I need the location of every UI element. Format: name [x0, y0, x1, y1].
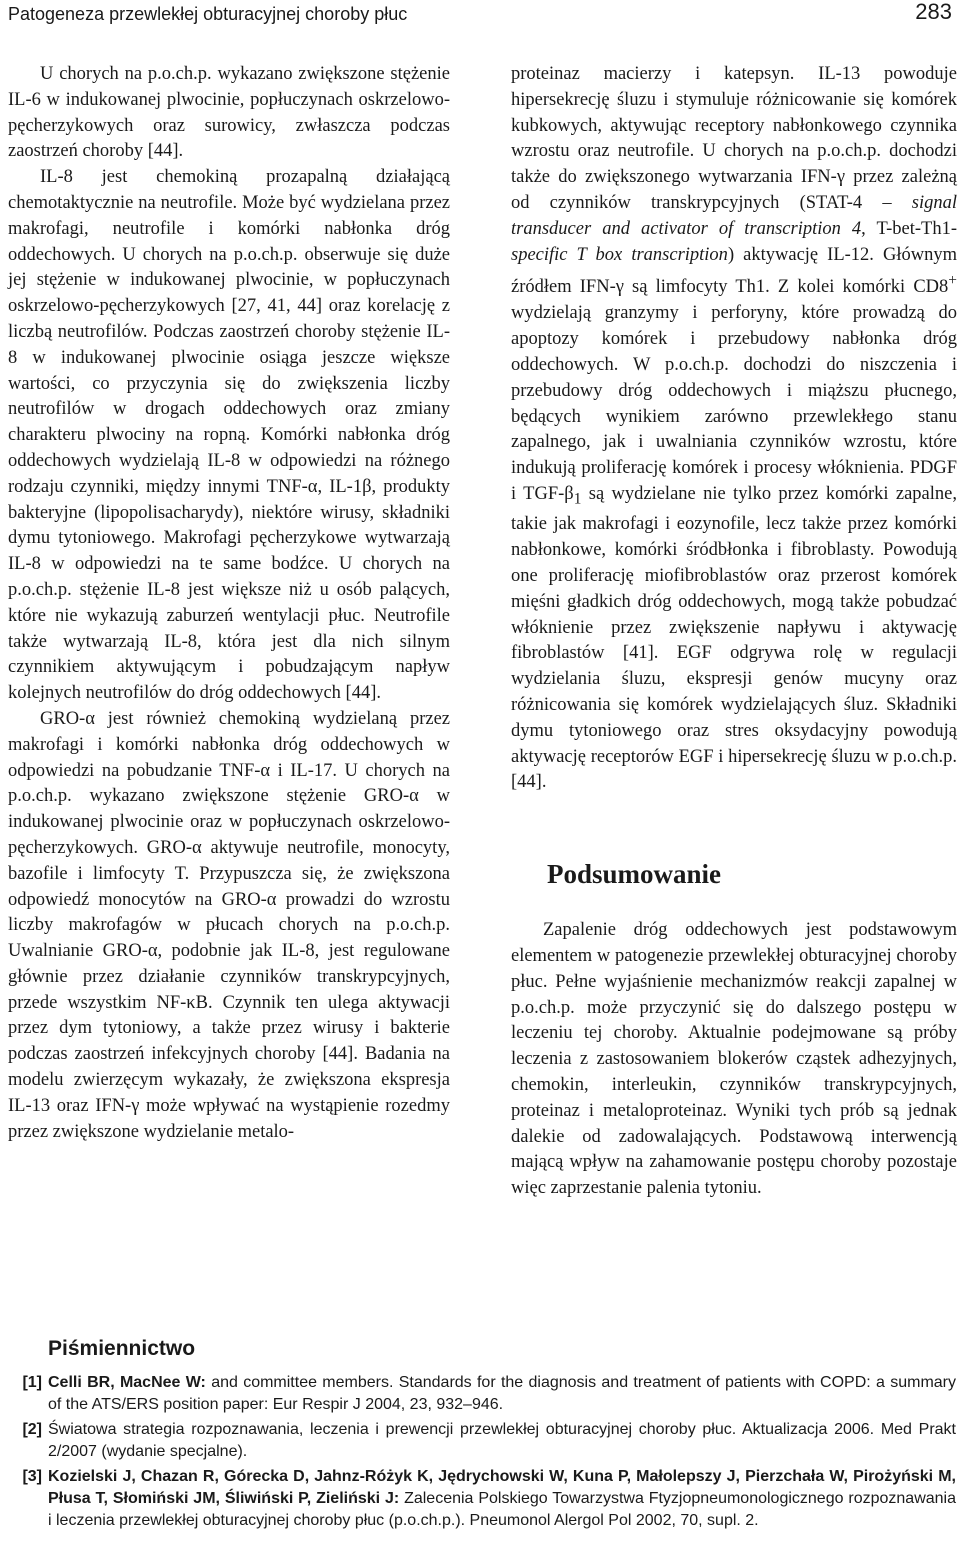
cd8-superscript: +	[948, 272, 957, 290]
reference-number: [3]	[22, 1468, 42, 1485]
reference-body: Światowa strategia rozpoznawania, leczenia i prewencji przewlekłej obturacyjnej choroby płuc. Aktualizacja 2006. Med Prakt 2/2007 (wydanie specjalne).	[48, 1421, 956, 1460]
left-column	[8, 62, 450, 1145]
tgf-subscript: 1	[573, 490, 582, 508]
text-run: , T-bet-Th1-	[861, 218, 957, 239]
reference-item	[8, 1372, 956, 1416]
paragraph-il8: IL-8 jest chemokiną prozapalną działającą chemotaktycznie na neutrofile. Może być wydzielana przez makrofagi, neutrofile i komórki nabłonka dróg oddechowych. U chorych na p.o.ch.p. obserwuje się duże jej stężenie w indukowanej plwocinie, w popłuczynach oskrzelowo-pęcherzykowych [27, 41, 44] oraz korelację z liczbą neutrofilów. Podczas zaostrzeń choroby stężenie IL-8 w indukowanej plwocinie osiąga jeszcze większe wartości, co przyczynia się do zwiększenia liczby neutrofilów w drogach oddechowych oraz zmiany charakteru plwociny na ropną. Komórki nabłonka dróg oddechowych wydzielają IL-8 w odpowiedzi na różnego rodzaju czynniki, między innymi TNF-α, IL-1β, produkty bakteryjne (lipopolisacharydy), niektóre wirusy, składniki dymu tytoniowego. Makrofagi pęcherzykowe wytwarzają IL-8 w odpowiedzi na te same bodźce. U chorych na p.o.ch.p. stężenie IL-8 jest większe niż u osób palących, które nie wykazują zaburzeń wentylacji płuc. Neutrofile także wytwarzają IL-8, która jest dla nich silnym czynnikiem aktywującym i pobudzającym napływ kolejnych neutrofilów do dróg oddechowych [44].	[8, 167, 450, 704]
paragraph-gro-alpha: GRO-α jest również chemokiną wydzielaną przez makrofagi i komórki nabłonka dróg oddechowych w odpowiedzi na pobudzanie TNF-α i IL-17. U chorych na p.o.ch.p. wykazano zwiększone stężenie GRO-α w indukowanej plwocinie oraz w popłuczynach oskrzelowo-pęcherzykowych. GRO-α aktywuje neutrofile, monocyty, bazofile i limfocyty T. Przypuszcza się, że zwiększona odpowiedź monocytów na GRO-α prowadzi do wzrostu liczby makrofagów w płucach chorych na p.o.ch.p. Uwalnianie GRO-α, podobnie jak IL-8, jest regulowane głównie przez działanie czynników transkrypcyjnych, przede wszystkim NF-κB. Czynnik ten ulega aktywacji przez dym tytoniowy, a także przez wirusy i bakterie podczas zaostrzeń infekcyjnych choroby [44]. Badania na modelu zwierzęcym wykazały, że zwiększona ekspresja IL-13 oraz IFN-γ może wpływać na wystąpienie rozedmy przez zwiększone wydzielanie metalo-	[8, 708, 450, 1142]
reference-item	[8, 1466, 956, 1532]
text-run: są wydzielane nie tylko przez komórki zapalne, takie jak makrofagi i eozynofile, lecz także przez komórki nabłonkowe, komórki śródbłonka i fibroblasty. Powodują one proliferację miofibroblastów oraz przerost komórek mięśni gładkich dróg oddechowych, mogą także pobudzać włóknienie przez zwiększenie napływu i aktywację fibroblastów [41]. EGF odgrywa rolę w regulacji wydzielania śluzu, ekspresji genów mucyny oraz różnicowania się komórek wydzielających śluz. Składniki dymu tytoniowego oraz stres oksydacyjny powodują aktywację receptorów EGF i hipersekrecję śluzu w p.o.ch.p. [44].	[511, 483, 957, 793]
summary-paragraph: Zapalenie dróg oddechowych jest podstawowym elementem w patogenezie przewlekłej obturacyjnej choroby płuc. Pełne wyjaśnienie mechanizmów reakcji zapalnej w p.o.ch.p. może przyczynić się do dalszego postępu w leczeniu tej choroby. Aktualnie podejmowane są próby leczenia z zastosowaniem blokerów cząstek adhezyjnych, chemokin, interleukin, czynników transkrypcyjnych, proteinaz i metaloproteinaz. Wyniki tych prób są jednak dalekie od zadowalających. Podstawową interwencją mającą wpływ na zahamowanie postępu choroby pozostaje więc zaprzestanie palenia tytoniu.	[511, 920, 957, 1199]
running-head	[8, 0, 952, 36]
text-run: ) aktywację IL-12. Głównym źródłem IFN-γ są limfocyty Th1. Z kolei komórki CD8	[511, 244, 957, 298]
text-run: proteinaz macierzy i katepsyn. IL-13 powoduje hipersekrecję śluzu i stymuluje różnicowanie się komórek kubkowych, aktywując receptory nabłonkowego czynnika wzrostu oraz neutrofile. U chorych na p.o.ch.p. dochodzi także do zwiększonego wytwarzania IFN-γ przez zależną od czynników transkrypcyjnych (STAT-4 –	[511, 64, 957, 213]
tbet-expansion: specific T box transcription	[511, 244, 728, 265]
paragraph-continuation	[511, 62, 957, 796]
reference-body: Zalecenia Polskiego Towarzystwa Ftyzjopneumonologicznego rozpoznawania i leczenia przewlekłej obturacyjnej choroby płuc (p.o.ch.p.). Pneumonol Alergol Pol 2002, 70, supl. 2.	[48, 1490, 956, 1529]
running-head-title: Patogeneza przewlekłej obturacyjnej choroby płuc	[8, 4, 408, 24]
references-heading: Piśmiennictwo	[48, 1337, 196, 1360]
reference-list	[8, 1372, 956, 1532]
references-section	[8, 1338, 956, 1535]
reference-text	[48, 1419, 956, 1463]
right-column	[511, 62, 957, 1202]
reference-authors: Celli BR, MacNee W:	[48, 1374, 206, 1391]
summary-heading: Podsumowanie	[547, 859, 722, 890]
stat4-expansion: signal transducer and activator of transcription 4	[511, 192, 957, 239]
reference-number: [1]	[22, 1374, 42, 1391]
paragraph-il6: U chorych na p.o.ch.p. wykazano zwiększone stężenie IL-6 w indukowanej plwocinie, popłuczynach oskrzelowo-pęcherzykowych oraz surowicy, zwłaszcza podczas zaostrzeń choroby [44].	[8, 64, 450, 162]
reference-text	[48, 1372, 956, 1416]
reference-body: and committee members. Standards for the diagnosis and treatment of patients with COPD: a summary of the ATS/ERS position paper: Eur Respir J 2004, 23, 932–946.	[48, 1374, 957, 1413]
reference-text	[48, 1466, 956, 1532]
page-number: 283	[915, 0, 952, 24]
reference-item	[8, 1419, 956, 1463]
reference-number: [2]	[22, 1421, 42, 1438]
reference-authors: Kozielski J, Chazan R, Górecka D, Jahnz-Różyk K, Jędrychowski W, Kuna P, Małolepszy J, Pierzchała W, Pirożyński M, Płusa T, Słomiński JM, Śliwiński P, Zieliński J:	[48, 1468, 956, 1507]
text-run: wydzielają granzymy i perforyny, które prowadzą do apoptozy komórek i przebudowy nabłonka dróg oddechowych. W p.o.ch.p. dochodzi do niszczenia i przebudowy dróg oddechowych i miąższu płucnego, będących wynikiem zarówno przewlekłego stanu zapalnego, jak i uwalniania czynników wzrostu, które indukują proliferację komórek i procesy włóknienia. PDGF i TGF-β	[511, 303, 957, 504]
